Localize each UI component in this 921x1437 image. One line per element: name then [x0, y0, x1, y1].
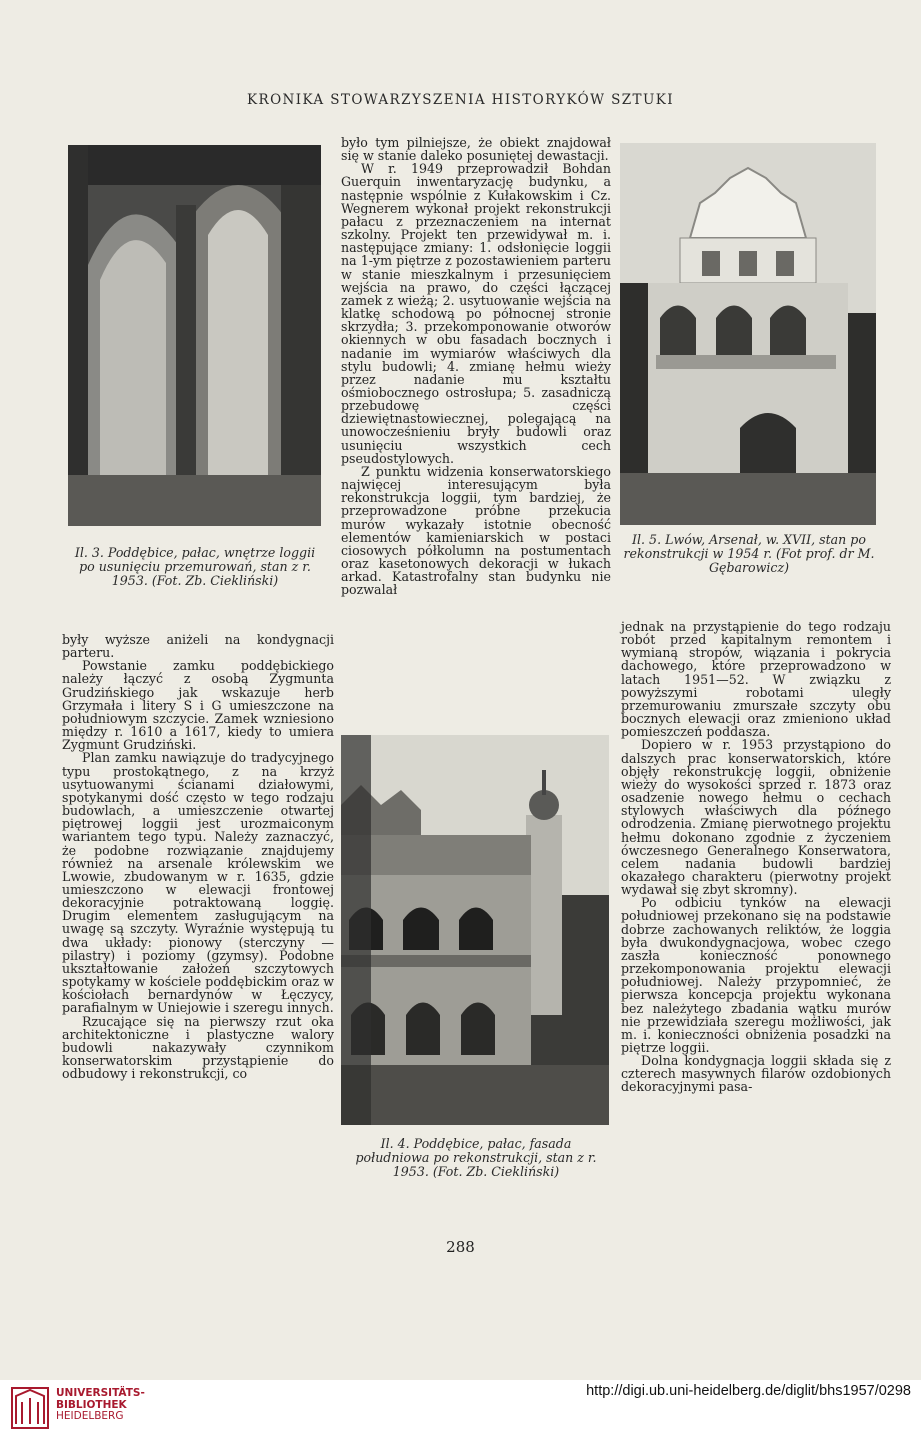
- page-number: 288: [446, 1238, 475, 1256]
- figure-4-caption: Il. 4. Poddębice, pałac, fasada południowa po rekonstrukcji, stan z r. 1953. (Fot. Zb. Ciekliński): [355, 1136, 597, 1179]
- heidelberg-library-logo-icon[interactable]: [10, 1386, 50, 1430]
- middle-paragraph-2: W r. 1949 przeprowadził Bohdan Guerquin inwentaryzację budynku, a następnie wspólnie z Kułakowskim i Cz. Wegnerem wykonał projekt rekonstrukcji pałacu z przeznaczeniem na internat szkolny. Projekt ten przewidywał m. i. następujące zmiany: 1. odsłonięcie loggii na 1-ym piętrze z pozostawieniem parteru w stanie mieszkalnym i przesunięciem wejścia na prawo, do części łączącej zamek z wieżą; 2. usytuowanie wejścia na klatkę schodową po północnej stronie skrzydła; 3. przekomponowanie otworów okiennych w obu fasadach bocznych i nadanie im wymiarów właściwych dla stylu budowli; 4. zmianę hełmu wieży przez nadanie mu kształtu ośmiobocznego ostrosłupa; 5. zasadniczą przebudowę części dziewiętnastowiecznej, polegającą na unowocześnieniu bryły budowli oraz usunięciu wszystkich cech pseudostylowych.: [341, 161, 611, 466]
- left-paragraph-2: Powstanie zamku poddębickiego należy łączyć z osobą Zygmunta Grudzińskiego jak wskazuje herb Grzymała i litery S i G umieszczone na południowym szczycie. Zamek wzniesiono między r. 1610 a 1617, kiedy to umiera Zygmunt Grudziński.: [62, 658, 334, 753]
- middle-paragraph-1: było tym pilniejsze, że obiekt znajdował się w stanie daleko posuniętej dewastacji.: [341, 135, 611, 164]
- left-paragraph-3: Plan zamku nawiązuje do tradycyjnego typu prostokątnego, z na krzyż usytuowanymi ścianami działowymi, spotykanymi dość często w tego rodzaju budowlach, a umieszczenie otwartej piętrowej loggii jest urozmaiconym wariantem tego typu. Należy zaznaczyć, że podobne rozwiązanie znajdujemy również na arsenale królewskim we Lwowie, zbudowanym w r. 1635, gdzie umieszczono w elewacji frontowej dekoracyjnie potraktowaną loggię. Drugim elementem zasługującym na uwagę są szczyty. Wyraźnie występują tu dwa układy: pionowy (sterczyny — pilastry) i poziomy (gzymsy). Podobne ukształtowanie założeń szczytowych spotykamy w kościele poddębickim oraz w kościołach bernardynów w Łęczycy, parafialnym w Uniejowie i szeregu innych.: [62, 750, 334, 1016]
- institution-line-3: HEIDELBERG: [56, 1410, 124, 1422]
- figure-5-caption: Il. 5. Lwów, Arsenał, w. XVII, stan po rekonstrukcji w 1954 r. (Fot prof. dr M. Gębarowicz): [623, 532, 875, 575]
- middle-paragraph-3: Z punktu widzenia konserwatorskiego najwięcej interesującym była rekonstrukcja loggii, tym bardziej, że przeprowadzone próbne przekucia murów wykazały istotnie obecność elementów kamieniarskich w postaci ciosowych półkolumn na postumentach oraz kasetonowych dekoracji w łukach arkad. Katastrofalny stan budynku nie pozwalał: [341, 463, 611, 598]
- figure-3-photo: [68, 145, 321, 526]
- institution-name[interactable]: [56, 1388, 145, 1423]
- left-paragraph-4: Rzucające się na pierwszy rzut oka architektoniczne i plastyczne walory budowli nakazywały czynnikom konserwatorskim przystąpienie do odbudowy i rekonstrukcji, co: [62, 1013, 334, 1082]
- left-column: [62, 633, 334, 1080]
- right-paragraph-2: Dopiero w r. 1953 przystąpiono do dalszych prac konserwatorskich, które objęły rekonstrukcję loggii, obniżenie wieży do wysokości sprzed r. 1873 oraz osadzenie nowego hełmu o cechach stylowych właściwych dla późnego odrodzenia. Zmianę pierwotnego projektu hełmu dokonano zgodnie z życzeniem ówczesnego Generalnego Konserwatora, celem nadania budowli bardziej okazałego charakteru (pierwotny projekt wydawał się zbyt skromny).: [621, 737, 891, 898]
- institution-line-1: UNIVERSITÄTS-: [56, 1387, 145, 1399]
- running-header: KRONIKA STOWARZYSZENIA HISTORYKÓW SZTUKI: [247, 92, 674, 108]
- right-paragraph-1: jednak na przystąpienie do tego rodzaju robót przed kapitalnym remontem i wymianą stropów, wiązania i pokrycia dachowego, które przeprowadzono w latach 1951—52. W związku z powyższymi robotami uległy przemurowaniu zmurszałe szczyty obu bocznych elewacji oraz zmieniono układ pomieszczeń poddasza.: [621, 619, 891, 740]
- left-paragraph-1: były wyższe aniżeli na kondygnacji parteru.: [62, 632, 334, 661]
- figure-4-photo: [341, 735, 609, 1125]
- figure-5-photo: [620, 143, 876, 525]
- right-paragraph-3: Po odbiciu tynków na elewacji południowej przekonano się na podstawie dobrze zachowanych reliktów, że loggia była dwukondygnacjowa, wobec czego zaszła konieczność ponownego przekomponowania projektu elewacji południowej. Należy przypomnieć, że pierwsza koncepcja projektu wykonana bez należytego zbadania wątku murów nie przewidziała szeregu możliwości, jak m. i. konieczności obniżenia posadzki na piętrze loggii.: [621, 895, 891, 1055]
- figure-3-caption: Il. 3. Poddębice, pałac, wnętrze loggii po usunięciu przemurowań, stan z r. 1953. (Fot. Zb. Ciekliński): [74, 545, 316, 588]
- right-paragraph-4: Dolna kondygnacja loggii składa się z czterech masywnych filarów ozdobionych dekoracyjnymi pasa-: [621, 1053, 891, 1095]
- institution-line-2: BIBLIOTHEK: [56, 1398, 127, 1411]
- right-column: [621, 620, 891, 1094]
- middle-column: [341, 136, 611, 596]
- document-url-link[interactable]: http://digi.ub.uni-heidelberg.de/diglit/bhs1957/0298: [586, 1383, 911, 1399]
